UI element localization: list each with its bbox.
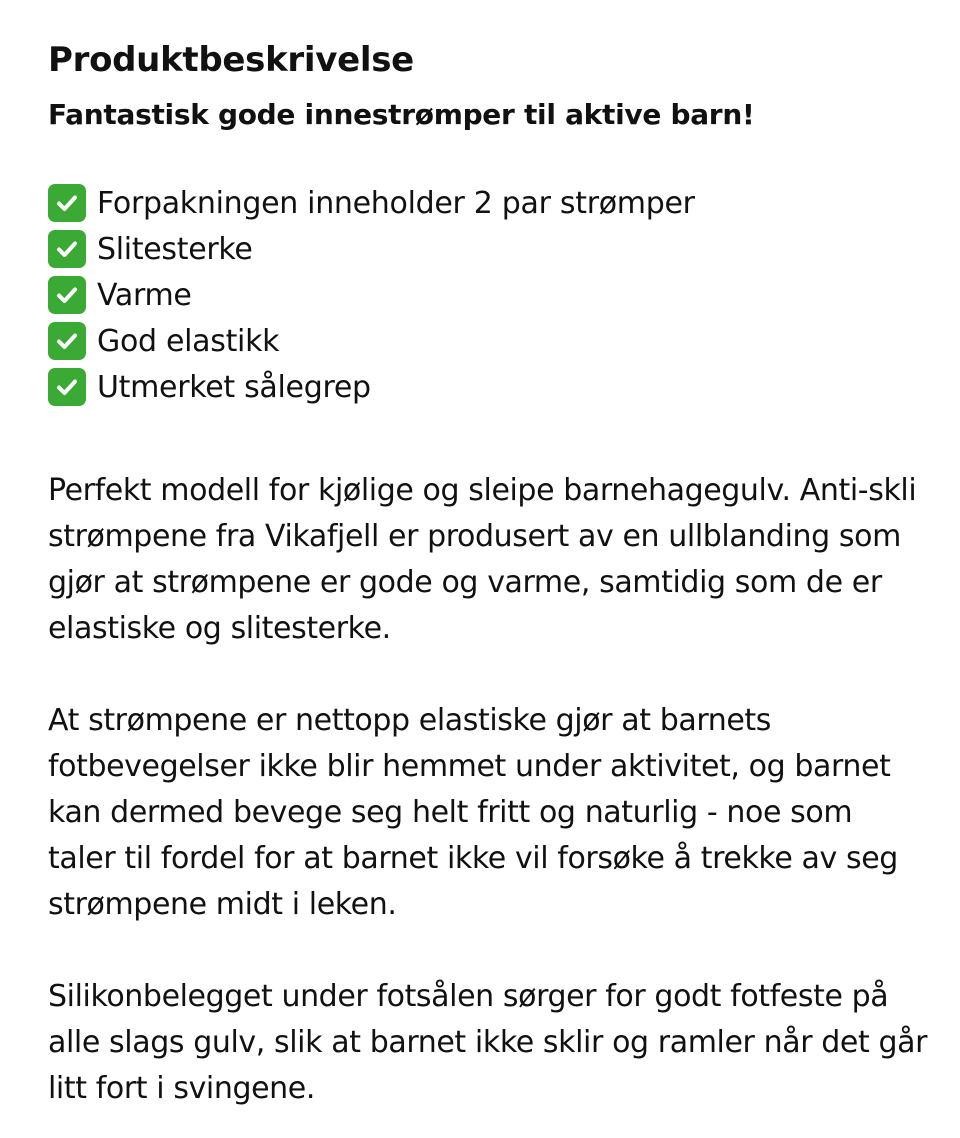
check-mark-button-icon (48, 230, 86, 268)
check-mark-button-icon (48, 276, 86, 314)
description-paragraph: Silikonbelegget under fotsålen sørger for godt fotfeste på alle slags gulv, slik at barnet ikke sklir og ramler når det går litt fort i svingene. (48, 979, 928, 1106)
feature-item (48, 180, 928, 226)
product-tagline: Fantastisk gode innestrømper til aktive barn! (48, 98, 755, 131)
section-heading: Produktbeskrivelse (48, 40, 414, 80)
feature-label: Forpakningen inneholder 2 par strømper (97, 185, 695, 221)
product-description (48, 36, 928, 1112)
check-mark-button-icon (48, 322, 86, 360)
description-paragraph: At strømpene er nettopp elastiske gjør at barnets fotbevegelser ikke blir hemmet under aktivitet, og barnet kan dermed bevege seg helt fritt og naturlig - noe som taler til fordel for at barnet ikke vil forsøke å trekke av seg strømpene midt i leken. (48, 703, 898, 922)
feature-list (48, 180, 928, 410)
feature-item (48, 226, 928, 272)
feature-label: Utmerket sålegrep (97, 369, 371, 405)
feature-label: Varme (97, 277, 192, 313)
feature-label: Slitesterke (97, 231, 253, 267)
check-mark-button-icon (48, 184, 86, 222)
check-mark-button-icon (48, 368, 86, 406)
feature-item (48, 364, 928, 410)
feature-item (48, 318, 928, 364)
feature-label: God elastikk (97, 323, 280, 359)
feature-item (48, 272, 928, 318)
description-paragraph: Perfekt modell for kjølige og sleipe barnehagegulv. Anti-skli strømpene fra Vikafjell er produsert av en ullblanding som gjør at strømpene er gode og varme, samtidig som de er elastiske og slitesterke. (48, 473, 917, 646)
